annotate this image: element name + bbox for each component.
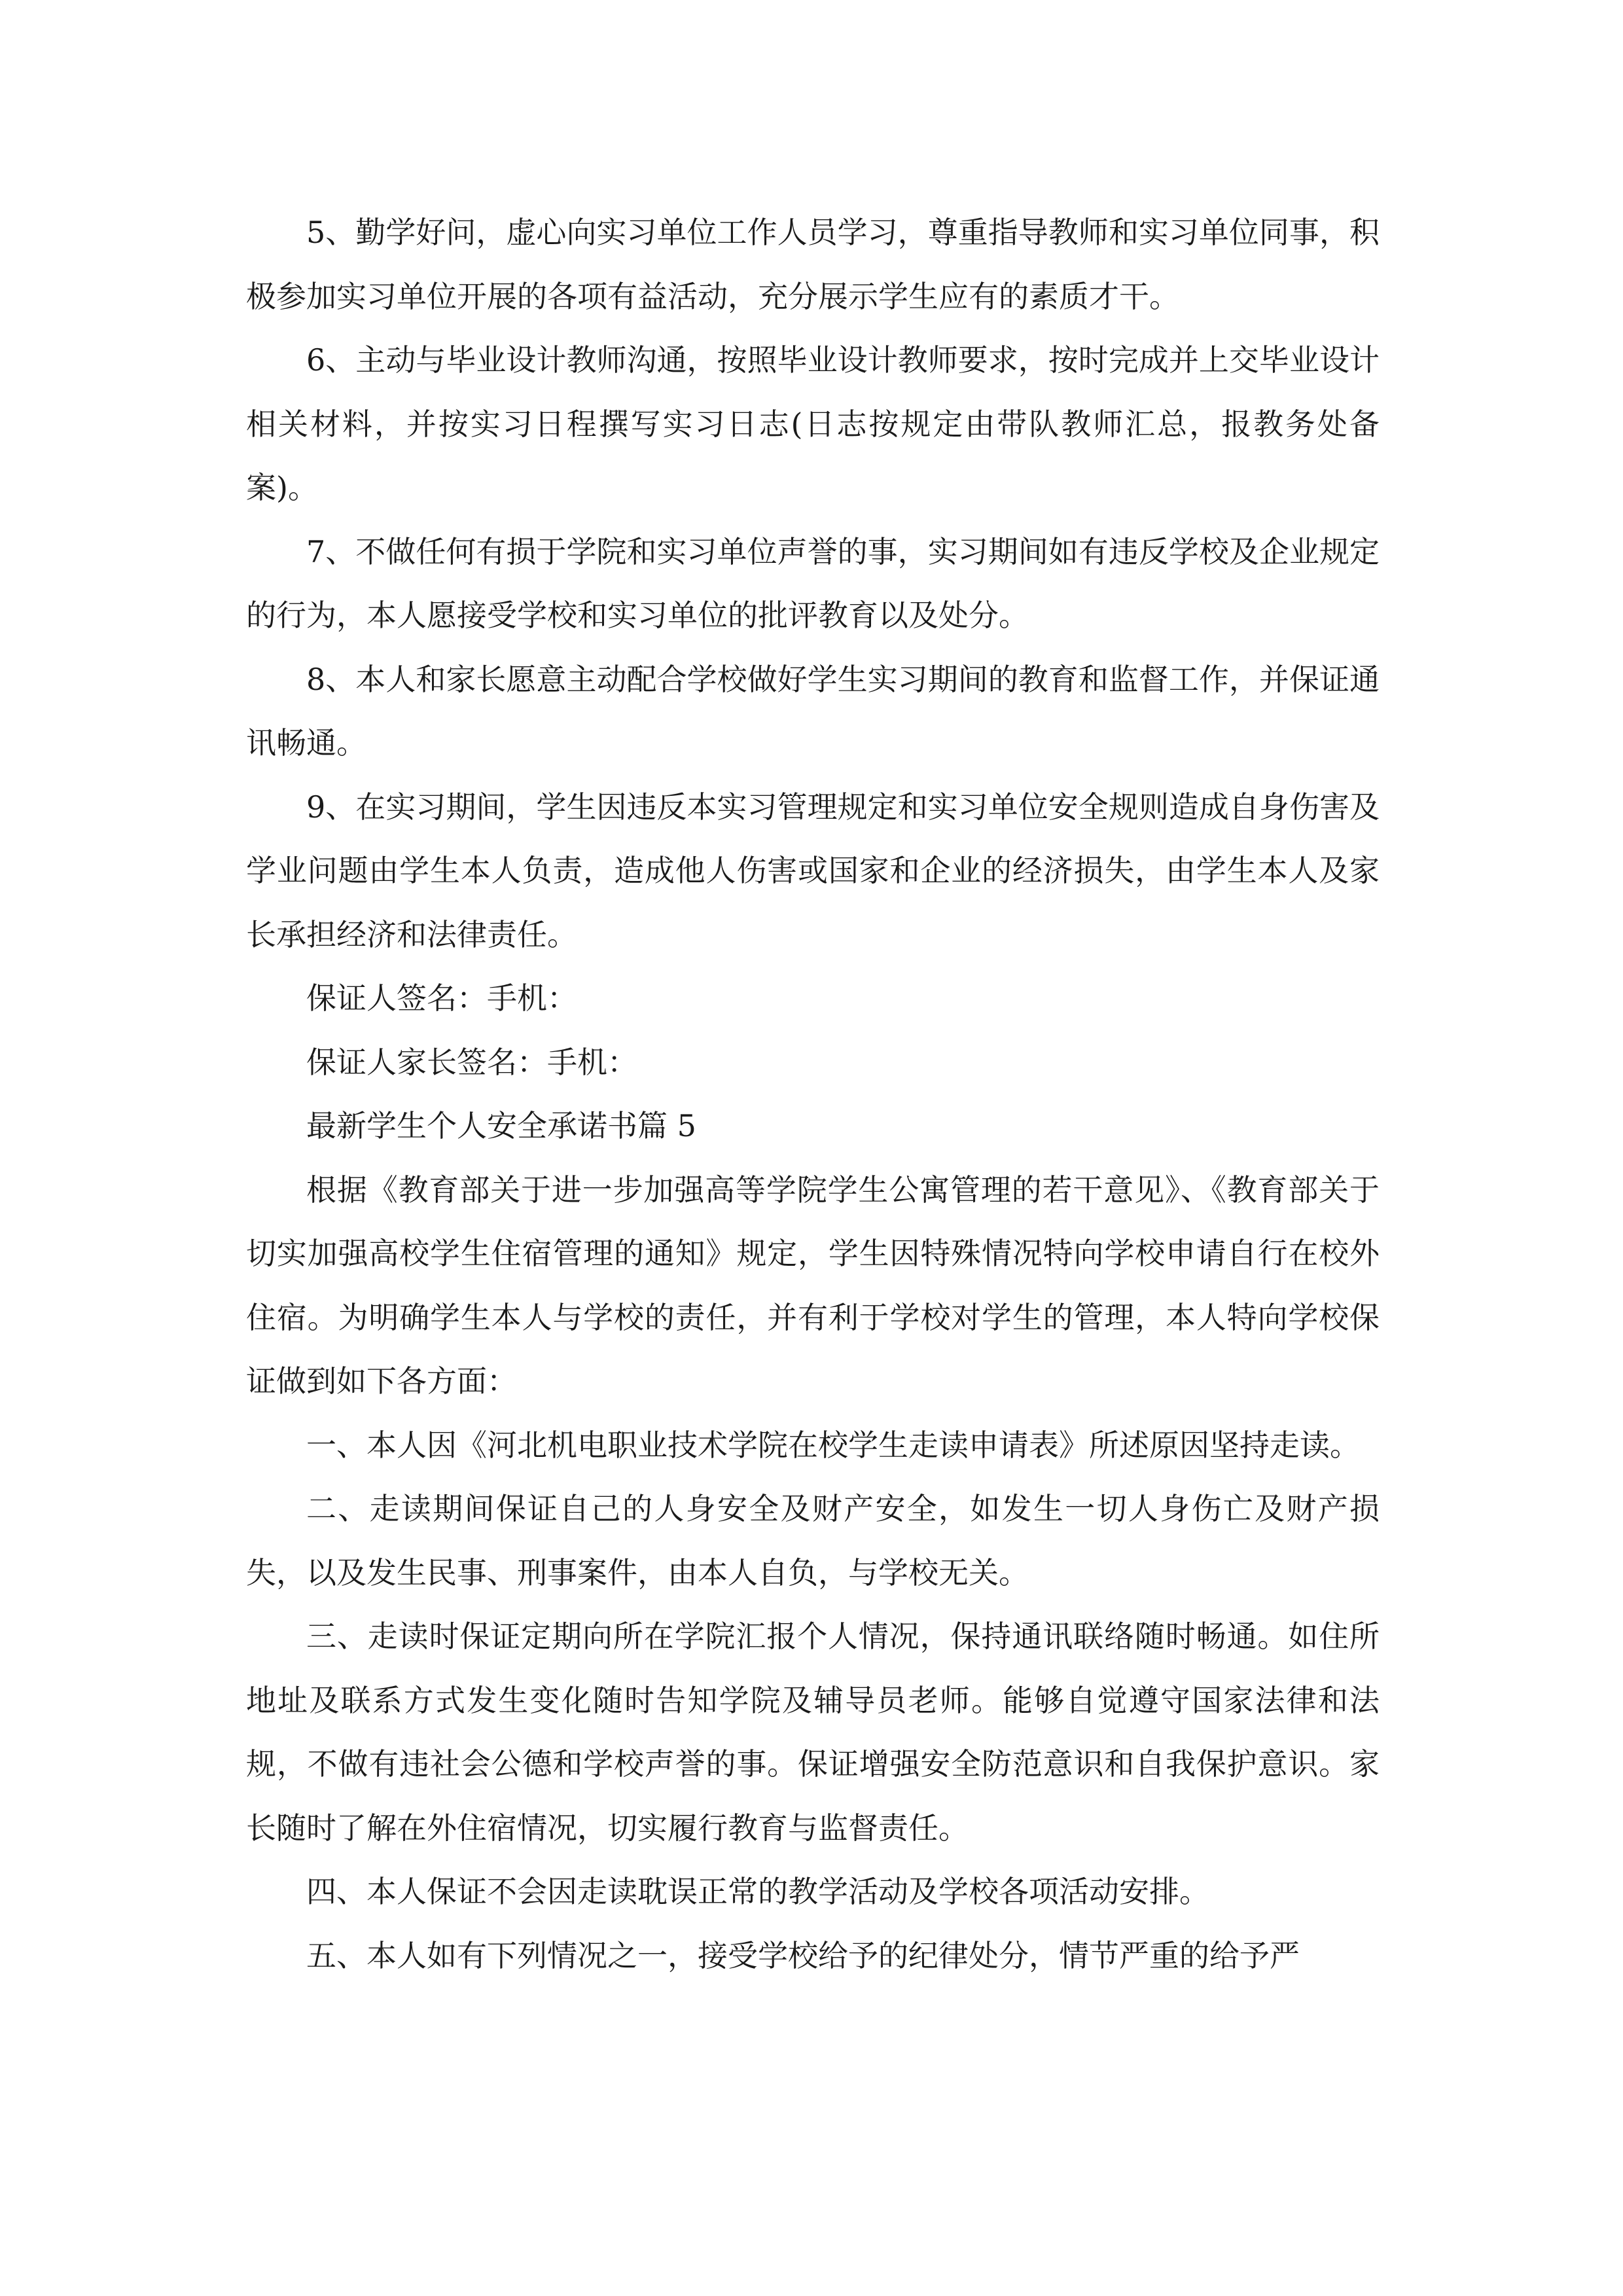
guarantor-signature-line: 保证人签名：手机： xyxy=(306,980,577,1016)
clause-6: 6、主动与毕业设计教师沟通，按照毕业设计教师要求，按时完成并上交毕业设计相关材料，并按实习日程撰写实习日志(日志按规定由带队教师汇总，报教务处备案)。 xyxy=(246,342,1380,505)
clause-7: 7、不做任何有损于学院和实习单位声誉的事，实习期间如有违反学校及企业规定的行为，本人愿接受学校和实习单位的批评教育以及处分。 xyxy=(246,533,1380,633)
clause-8: 8、本人和家长愿意主动配合学校做好学生实习期间的教育和监督工作，并保证通讯畅通。 xyxy=(246,661,1380,761)
item-five: 五、本人如有下列情况之一，接受学校给予的纪律处分，情节严重的给予严 xyxy=(306,1937,1300,1973)
item-three: 三、走读时保证定期向所在学院汇报个人情况，保持通讯联络随时畅通。如住所地址及联系方式发生变化随时告知学院及辅导员老师。能够自觉遵守国家法律和法规，不做有违社会公德和学校声誉的事。保证增强安全防范意识和自我保护意识。家长随时了解在外住宿情况，切实履行教育与监督责任。 xyxy=(246,1619,1380,1846)
parent-signature-line: 保证人家长签名：手机： xyxy=(306,1044,637,1080)
clause-5: 5、勤学好问，虚心向实习单位工作人员学习，尊重指导教师和实习单位同事，积极参加实习单位开展的各项有益活动，充分展示学生应有的素质才干。 xyxy=(246,215,1380,314)
item-four: 四、本人保证不会因走读耽误正常的教学活动及学校各项活动安排。 xyxy=(306,1874,1209,1909)
item-two: 二、走读期间保证自己的人身安全及财产安全，如发生一切人身伤亡及财产损失，以及发生民事、刑事案件，由本人自负，与学校无关。 xyxy=(246,1491,1380,1590)
document-body xyxy=(246,201,1380,1988)
section-heading: 最新学生个人安全承诺书篇 5 xyxy=(306,1108,696,1143)
intro-paragraph: 根据《教育部关于进一步加强高等学院学生公寓管理的若干意见》、《教育部关于切实加强高校学生住宿管理的通知》规定，学生因特殊情况特向学校申请自行在校外住宿。为明确学生本人与学校的责任，并有利于学校对学生的管理，本人特向学校保证做到如下各方面： xyxy=(246,1172,1380,1399)
item-one: 一、本人因《河北机电职业技术学院在校学生走读申请表》所述原因坚持走读。 xyxy=(306,1427,1360,1463)
clause-9: 9、在实习期间，学生因违反本实习管理规定和实习单位安全规则造成自身伤害及学业问题由学生本人负责，造成他人伤害或国家和企业的经济损失，由学生本人及家长承担经济和法律责任。 xyxy=(246,789,1380,952)
